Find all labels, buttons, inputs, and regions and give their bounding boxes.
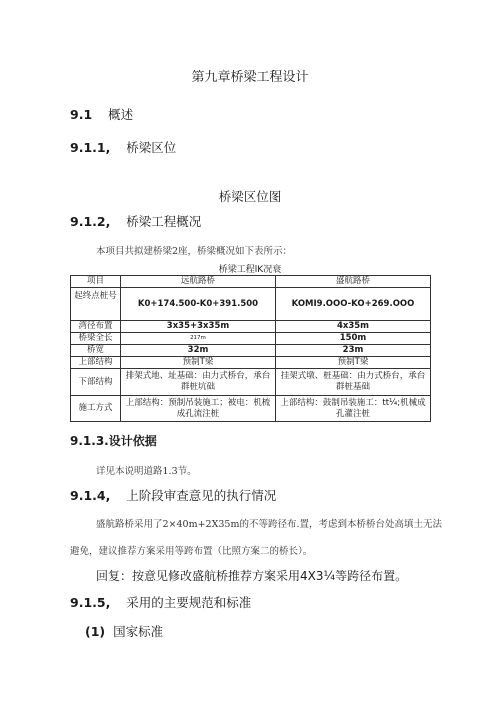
table-row bbox=[71, 288, 431, 321]
section-9-1-2-heading bbox=[70, 212, 201, 230]
table-row bbox=[71, 321, 431, 333]
figure-caption: 桥梁区位图 bbox=[218, 189, 282, 204]
reply-text: 回复：按意见修改盛航桥推荐方案采用4X3¼等跨径布置。 bbox=[96, 569, 408, 583]
section-text: 采用的主要规范和标准 bbox=[126, 595, 252, 610]
section-9-1-1-heading bbox=[70, 138, 176, 156]
section-9-1-5-heading bbox=[70, 593, 251, 611]
table-cell: 预制T梁 bbox=[276, 357, 431, 369]
table-cell: 32m bbox=[121, 345, 276, 357]
table-row bbox=[71, 396, 431, 422]
table-header-cell: 盛航路桥 bbox=[276, 276, 431, 288]
section-number: 9.1.2, bbox=[70, 214, 111, 229]
table-cell: 上部结构 bbox=[71, 357, 121, 369]
section-text: 上阶段审查意见的执行情况 bbox=[126, 488, 277, 503]
table-cell: 排架式地、址基础：由力式桥台，承台群桩坑础 bbox=[121, 369, 276, 396]
section-9-1-3-heading: 9.1.3.设计依据 bbox=[70, 434, 157, 448]
section-number: 9.1.5, bbox=[70, 595, 111, 610]
table-row bbox=[71, 369, 431, 396]
subsection-text: 国家标准 bbox=[113, 624, 164, 639]
page-title: 第九章桥梁工程设计 bbox=[191, 70, 309, 85]
table-header-row bbox=[71, 276, 431, 288]
table-cell: 3x35+3x35m bbox=[121, 321, 276, 333]
table-cell bbox=[276, 369, 431, 396]
section-9-1-4-heading bbox=[70, 486, 276, 504]
table-cell: 湾径布置 bbox=[71, 321, 121, 333]
table-caption: 桥梁工程lK况衰 bbox=[218, 265, 282, 275]
intro-paragraph: 本项目共拟建桥梁2座，桥梁概况如下表所示： bbox=[96, 246, 293, 257]
basis-paragraph: 详见本说明道路1.3节。 bbox=[96, 466, 197, 477]
section-number: 9.1.4, bbox=[70, 488, 111, 503]
subsection-number: (1) bbox=[85, 624, 106, 639]
table-cell-text: 挂架式墩、桩基础：由力式桥台，承台群桩基础 bbox=[280, 371, 426, 392]
table-row bbox=[71, 345, 431, 357]
review-paragraph-line-1: 盛航路桥采用了2×40m+2X35m的不等跨径布.置，考虑到本桥桥台处高填土无法 bbox=[96, 519, 442, 530]
section-text: 桥梁区位 bbox=[126, 140, 177, 155]
table-cell: 217m bbox=[121, 333, 276, 345]
table-cell: 桥梁全长 bbox=[71, 333, 121, 345]
table-row bbox=[71, 333, 431, 345]
section-text: 桥梁工程概况 bbox=[126, 214, 202, 229]
table-cell: 施工方式 bbox=[71, 396, 121, 422]
table-header-cell: 项目 bbox=[71, 276, 121, 288]
table-cell: 下部结构 bbox=[71, 369, 121, 396]
bridge-overview-table bbox=[70, 275, 431, 422]
table-cell: 上部结构：鼓制吊装施工：tt¼;机械成孔灌注桩 bbox=[276, 396, 431, 422]
table-cell: KOMI9.OOO-KO+269.OOO bbox=[276, 288, 431, 321]
table-cell: 4x35m bbox=[276, 321, 431, 333]
table-cell: 150m bbox=[276, 333, 431, 345]
review-paragraph-line-2: 避免，建议推荐方案采用等跨布置（比照方案二的桥长）。 bbox=[70, 546, 313, 557]
table-cell: 23m bbox=[276, 345, 431, 357]
table-row bbox=[71, 357, 431, 369]
table-cell: 桥宽 bbox=[71, 345, 121, 357]
section-number: 9.1.1, bbox=[70, 140, 111, 155]
subsection-1-heading bbox=[85, 622, 163, 640]
section-number: 9.1 bbox=[70, 107, 93, 122]
table-cell: 上部结构：预制吊装施工；被电：机梳成孔流注桩 bbox=[121, 396, 276, 422]
section-text: 概述 bbox=[108, 107, 134, 122]
table-cell: 起终点桩号 bbox=[71, 288, 121, 321]
table-cell: K0+174.500-K0+391.500 bbox=[121, 288, 276, 321]
section-9-1-heading bbox=[70, 105, 133, 123]
table-cell: 预制T梁 bbox=[121, 357, 276, 369]
table-header-cell: 远航路桥 bbox=[121, 276, 276, 288]
